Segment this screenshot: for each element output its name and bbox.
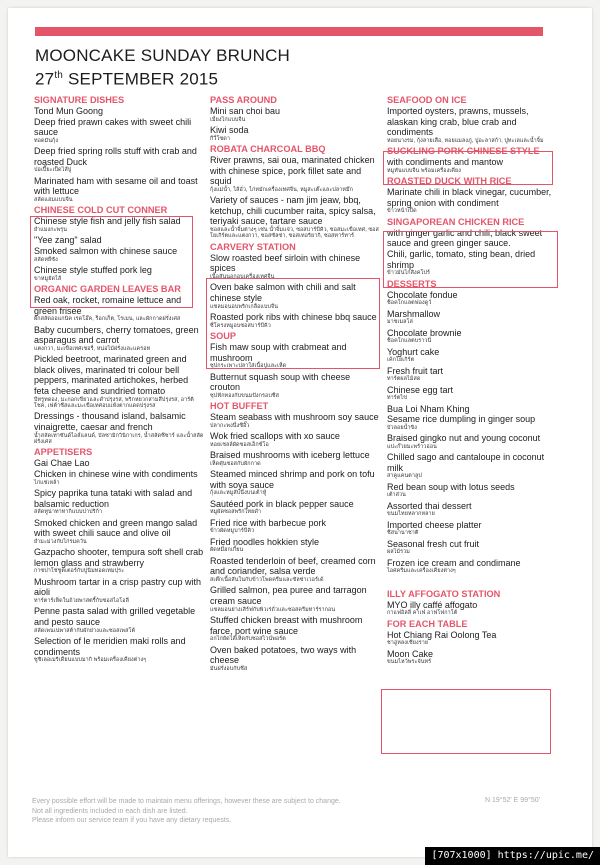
thai-description: บีทรูทดอง, มะกอกเขียวและดำปรุงรส, พริกหยวกสามสีปรุงรส, อาร์ติโชค, เฟต้าชีสและมะเขือเทศอบแห้งตากแดดปรุงรส [34,396,194,409]
menu-column-3 [387,95,557,668]
thai-description: ขาหมูยัดไส้ [34,275,62,282]
title-line-2 [35,66,290,90]
title-line-1: MOONCAKE SUNDAY BRUNCH [35,46,291,65]
thai-description: กุ้งและหมูสับนึ่งบนเต้าหู้ [210,490,267,497]
menu-item: Chicken in chinese wine with condiments [34,468,198,479]
menu-item: Butternut squash soup with cheese crouton [210,371,351,393]
menu-item: Mini san choi bau [210,106,281,116]
thai-description: กุ้งแม่น้ำ, ไส้อั่ว, ไก่หมักเครื่องเทศจีน, หมูสะเต๊ะและปลาหมึก [210,186,354,193]
title-month-year: SEPTEMBER 2015 [63,69,219,89]
menu-item: Braised gingko nut and young coconut [387,433,541,444]
menu-item: Grilled salmon, pea puree and tarragon cream sauce [210,585,367,606]
location-coordinates: N 19°52' E 99°50' [485,797,540,804]
menu-item: Moon Cake [387,648,434,659]
menu-item: Fried rice with barbecue pork [210,517,327,528]
menu-item: Chinese egg tart [387,384,454,395]
menu-item: Assorted thai dessert [387,500,472,511]
thai-description: ซี่โครงหมูอบซอสบาร์บีคิว [210,322,271,329]
menu-item: Fried noodles hokkien style [210,536,320,547]
thai-description: หมูผัดซอสพริกไทยดำ [210,509,262,516]
thai-description: แปะก๊วยมะพร้าวอ่อน [387,443,437,450]
menu-item: Chilled sago and cantaloupe in coconut milk [387,452,545,473]
thai-description: ข้าวมันไก่สิงคโปร์ [387,270,430,277]
menu-item: Chocolate brownie [387,327,462,338]
thai-description: ผักสลัดออแกนิค เรดโอ๊ค, ร็อกเก็ต, โรเมน, และผักกาดฝรั่งเศส [34,316,181,323]
title-day: 27 [35,69,55,89]
menu-item: Penne pasta salad with grilled vegetable and pesto sauce [34,606,196,627]
thai-description: เค้กโยเกิร์ต [387,357,415,364]
menu-item: Dressings - thousand island, balsamic vinaigrette, caesar and french [34,411,186,432]
menu-title [35,46,290,90]
thai-description: ไก่แช่เหล้า [34,479,60,486]
menu-item: Baby cucumbers, cherry tomatoes, green asparagus and carrot [34,324,199,346]
thai-description: ชาอู่หลงเชียงราย [387,640,429,647]
thai-description: อกไก่ยัดไส้เห็ดกับซอสไวน์พอร์ต [210,636,286,643]
menu-item: Mushroom tartar in a crisp pastry cup with aioli [34,576,202,598]
menu-item: Fresh fruit tart [387,365,444,376]
menu-item: Marinated ham with sesame oil and toast with lettuce [34,175,198,197]
menu-item: MYO illy caffé affogato [387,599,478,610]
thai-description: ผลไม้รวม [387,549,410,556]
thai-description: ซุปกระเพาะปลาใส่เนื้อปูและเห็ด [210,363,287,370]
section-heading: SUCKLING PORK CHINESE STYLE [387,146,540,157]
thai-description: น้ำสลัดเทาซันด์ไอส์แลนด์, บัลซามิกวินิกาเกร, น้ำสลัดซีซาร์ และน้ำสลัดฝรั่งเศส [34,432,204,445]
menu-item: Gazpacho shooter, tempura soft shell crab lemon glass and strawberry [34,547,204,568]
thai-description: มันฝรั่งอบกับชีส [210,665,248,672]
menu-item: Chili, garlic, tomato, sting bean, dried shrimp [387,248,536,270]
thai-description: ขนมไหว้พระจันทร์ [387,659,432,666]
thai-description: ทาร์ตไข่ [387,395,407,402]
thai-description: สลัดเพนเน่พาสต้ากับผักย่างและซอสเพสโต้ [34,627,136,634]
menu-item: Steamed minced shrimp and pork on tofu with soya sauce [210,469,375,490]
menu-item: Imported oysters, prawns, mussels, alaskan king crab, blue crab and condiments [387,106,529,138]
thai-description: แตงกวา, มะเขือเทศเชอรี่, หน่อไม้ฝรั่งและแครอท [34,345,151,352]
header-color-bar [35,27,543,36]
menu-item: Seasonal fresh cut fruit [387,538,480,549]
section-heading: FOR EACH TABLE [387,618,468,629]
section-heading: SEAFOOD ON ICE [387,95,467,105]
menu-item: Sautéed pork in black pepper sauce [210,498,354,509]
thai-description: ข้าวผัดหมูบาร์บีคิว [210,528,255,535]
thai-description: สลัดทูน่าทาทากิแบบปาปริก้า [34,509,103,516]
menu-column-1 [34,95,204,666]
footer-disclaimer [32,797,341,826]
thai-description: ปอเปี๊ยะเป็ดไส้ปู [34,167,72,174]
menu-item: Hot Chiang Rai Oolong Tea [387,629,497,640]
menu-column-2 [210,95,380,674]
menu-item: Spicy paprika tuna tataki with salad and balsamic reduction [34,487,193,509]
section-heading: HOT BUFFET [210,401,269,412]
thai-description: ผัดหมี่ฮกเกี้ยน [210,547,244,554]
menu-item: Deep fried prawn cakes with sweet chili sauce [34,116,192,138]
title-day-suffix: th [54,70,64,81]
thai-description: บัวลอยน้ำขิง [387,424,417,431]
thai-description: สาคูแคนตาลูป [387,473,422,480]
section-heading: PASS AROUND [210,95,277,105]
thai-description: ซอสและน้ำจิ้มต่างๆ เช่น น้ำจิ้มแจ่ว, ซอสบาร์บีคิว, ซอสมะเขือเทศ, ซอสโยเกิร์ตและแตงกวา, ซอสซัลซ่า, ซอสเทอริยากิ, ซอสทาร์ทาร์ [210,226,379,240]
thai-description: เมี่ยงไก่แบบจีน [210,116,246,123]
thai-description: เนื้อสันนอกอบเครื่องเทศจีน [210,273,275,280]
thai-description: ทาร์ตผลไม้สด [387,376,421,383]
menu-item: Variety of sauces - nam jim jeaw, bbq, ketchup, chili cucumber raita, spicy salsa, teriyaki sauce, tartare sauce [210,195,376,227]
thai-description: สเต๊กเนื้อสันในกับข้าวโพดครีมและซัลซ่าเวอร์เด้ [210,576,324,583]
menu-item: "Yee zang" salad [34,235,102,246]
section-heading: DESSERTS [387,278,437,289]
menu-item: Stuffed chicken breast with mushroom farce, port wine sauce [210,614,363,636]
image-host-watermark: [707x1000] https://upic.me/ [425,847,600,865]
thai-description: ชีสนานาชาติ [387,530,419,537]
menu-item: Pickled beetroot, marinated green and black olives, marinated tri colour bell peppers, marinated artichokes, herbed feta cheese and sundried tomato [34,354,189,396]
thai-description: หมูหันแบบจีน พร้อมเครื่องเคียง [387,167,461,174]
menu-item: Deep fried spring rolls stuff with crab and roasted Duck [34,146,197,167]
section-heading: ROASTED DUCK WITH RICE [387,176,512,187]
menu-item: Roasted tenderloin of beef, creamed corn and coriander, salsa verde [210,555,376,577]
section-heading: CARVERY STATION [210,241,296,252]
menu-item: Fish maw soup with crabmeat and mushroom [210,341,347,363]
thai-description: กีวี่โซดา [210,135,230,142]
menu-item: Slow roasted beef sirloin with chinese spices [210,252,361,274]
menu-item: Sesame rice dumpling in ginger soup [387,414,536,425]
section-heading: CHINESE COLD CUT CONNER [34,205,168,216]
section-heading: SIGNATURE DISHES [34,95,125,105]
footer-line-3: Please inform our service team if you have any dietary requests. [32,817,232,824]
footer-line-1: Every possible effort will be made to maintain menu offerings, however these are subject to change. [32,798,341,805]
menu-item: Chocolate fondue [387,289,458,300]
menu-item: Marshmallow [387,308,441,319]
thai-description: ทาร์ตาร์เห็ดในถ้วยพาสตรี้กับซอสไอโอลี [34,597,129,604]
section-heading: ORGANIC GARDEN LEAVES BAR [34,283,181,294]
thai-description: สลัดหยีซัง [34,256,58,263]
thai-description: เต้าส่วน [387,492,406,499]
menu-item: Gai Chae Lao [34,458,90,469]
thai-description: ข้าวหน้าเป็ด [387,208,417,215]
thai-description: กาซปาโช่ชูตเตอร์กับปูนิ่มทอดเทมปุระ [34,568,125,575]
menu-item: Wok fried scallops with xo sauce [210,431,340,442]
menu-item: Chinese style stuffed pork leg [34,264,152,275]
menu-item: Oven bake salmon with chili and salt chinese style [210,282,356,303]
thai-description: ทอดมันกุ้ง [34,137,59,144]
footer-line-2: Not all ingredients included in each dish are listed. [32,807,188,815]
thai-description: ช็อคโกแลตบราวนี่ [387,338,432,345]
thai-description: ไอศครีมและเครื่องเคียงต่างๆ [387,568,456,575]
thai-description: ยำแมงกะพรุน [34,226,68,233]
menu-item: Tond Mun Goong [34,106,104,116]
menu-item: Oven baked potatoes, two ways with cheese [210,644,357,666]
section-spacer [387,577,557,589]
menu-item: Chinese style fish and jelly fish salad [34,216,181,227]
menu-item: Smoked chicken and green mango salad with sweet chili sauce and olive oil [34,517,198,539]
thai-description: มาชเมลโล่ [387,319,413,326]
thai-description: ขนมไทยหลากหลาย [387,511,435,518]
menu-item: Red oak, rocket, romaine lettuce and green frisee [34,294,182,316]
menu-item: Red bean soup with lotus seeds [387,481,515,492]
thai-description: ซูชิเลอเมริเดียนแบบมากิ พร้อมเครื่องเคียงต่างๆ [34,657,147,664]
section-heading: ROBATA CHARCOAL BBQ [210,144,326,154]
thai-description: กาแฟอิลลี่ คาเฟ่ อาฟโฟกาโต้ [387,610,458,617]
thai-description: เห็ดตุ๋นซอสกับผักกาด [210,460,261,467]
menu-item: Marinate chili in black vinegar, cucumber, spring onion with condiment [387,187,552,208]
thai-description: ซุปฟักทองกับขนมปังกรอบชีส [210,392,280,399]
menu-item: Selection of le meridien maki rolls and condiments [34,635,186,657]
menu-item: Braised mushrooms with iceberg lettuce [210,450,370,461]
thai-description: หอยเชลล์ผัดซอสเอ็กซ์โอ [210,441,269,448]
section-heading: SINGAPOREAN CHICKEN RICE [387,216,525,227]
section-heading: SOUP [210,330,237,341]
thai-description: สลัดแฮมแบบจีน [34,196,73,203]
thai-description: หอยนางรม, กุ้งลายเสือ, หอยแมลงภู่, ปูอะลาสก้า, ปูทะเลและน้ำจิ้ม [387,137,544,144]
menu-item: with condiments and mantow [387,157,504,168]
section-heading: APPETISERS [34,447,93,458]
thai-description: ช็อคโกแลตฟองดูว์ [387,300,432,307]
section-heading: ILLY AFFOGATO STATION [387,588,501,599]
menu-item: with ginger garlic and chili, black sweet sauce and green ginger sauce. [387,227,543,249]
thai-description: แซลมอนอบพริกเกลือแบบจีน [210,303,279,310]
thai-description: ยำมะม่วงกับไก่รมควัน [34,538,87,545]
menu-item: Steam seabass with mushroom soy sauce [210,412,379,423]
menu-item: Bua Loi Nham Khing [387,403,470,414]
menu-item: Imported cheese platter [387,519,482,530]
menu-item: Roasted pork ribs with chinese bbq sauce [210,311,377,322]
menu-item: River prawns, sai oua, marinated chicken with chinese spice, pork fillet sate and squid [210,155,375,187]
menu-item: Frozen ice cream and condimane [387,557,521,568]
menu-item: Kiwi soda [210,125,249,135]
menu-item: Yoghurt cake [387,346,440,357]
thai-description: ปลากะพงนึ่งซีอิ๊ว [210,422,250,429]
thai-description: แซลมอนย่างเสิร์ฟกับพิวเร่ถั่วและซอสครีมทาร์รากอน [210,606,336,613]
menu-item: Smoked salmon with chinese sauce [34,245,178,256]
